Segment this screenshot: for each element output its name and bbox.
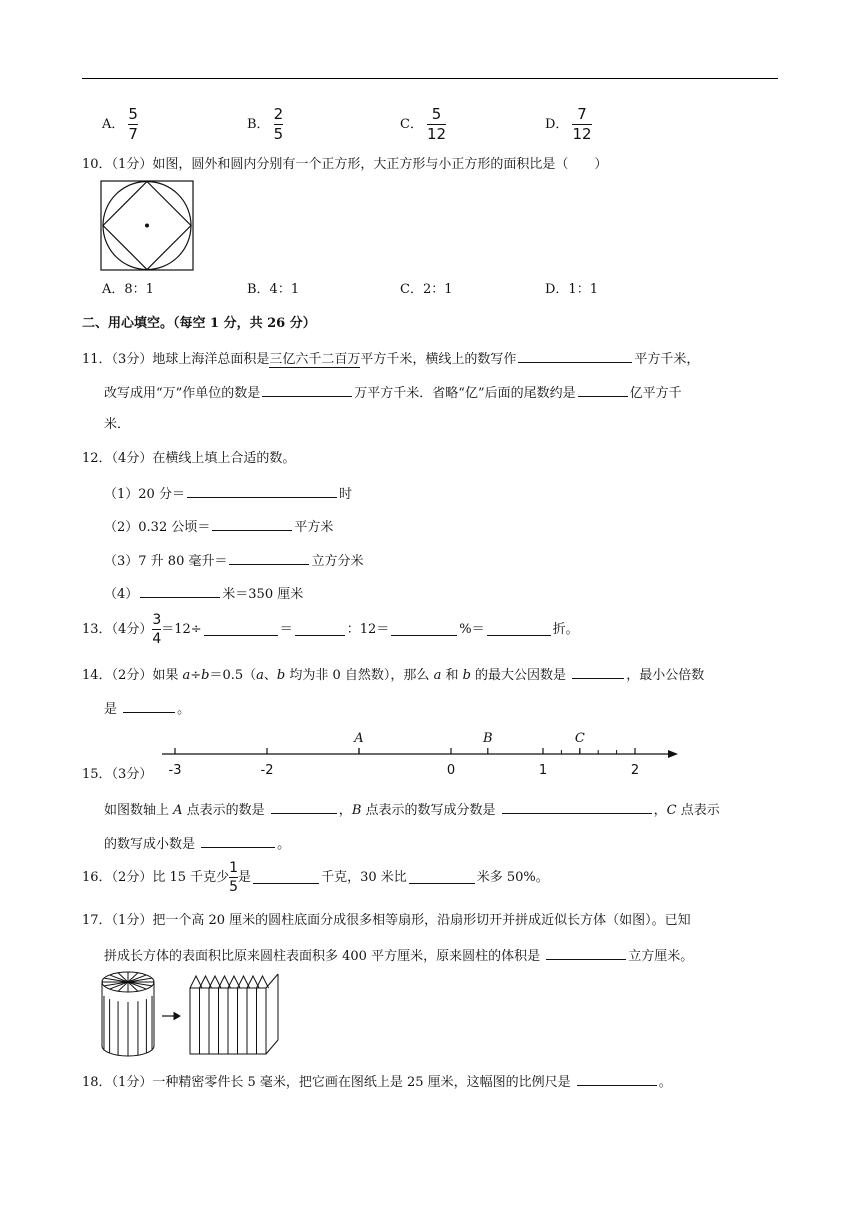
q13 [82,612,579,646]
q12-item-2 [104,518,333,534]
q11-blank-3[interactable] [578,384,628,397]
q11-end: 平方千米， [634,352,700,367]
numerator: 7 [577,104,587,123]
q9-option-letter: C． [400,116,423,132]
q14-var-a: a [182,668,191,683]
q14-var-a3: a [433,668,442,683]
q11-l2-prefix: 改写成用“万”作单位的数是 [104,386,261,401]
tick-label-1: -2 [260,763,274,778]
q13-blank-3[interactable] [391,623,457,636]
q14-d: 的最大公因数是 [470,668,571,683]
q15-var-b: B [351,803,362,818]
denominator: 7 [128,124,138,143]
q9-option-fraction [572,104,592,143]
q17-line2 [104,947,693,963]
q10-option-b[interactable]: B．4：1 [247,282,300,297]
q16-prefix: 16．（2分）比 15 千克少 [82,869,230,885]
q11-mid: 平方千米，横线上的数写作 [360,352,517,367]
q14-l2-b: 。 [177,702,191,717]
q12-item-2-pre: （2）0.32 公顷＝ [104,520,211,535]
q14-and: 和 [441,668,463,683]
q12-item-4-pre: （4） [104,587,139,602]
q14-div: ÷ [190,668,202,683]
q12-item-3-post: 立方分米 [311,554,364,569]
tick-label-2: 0 [446,763,456,778]
q14-blank-1[interactable] [572,666,624,679]
q15-blank-3[interactable] [201,835,275,848]
q15-var-a: A [173,803,183,818]
q11-line2 [104,384,682,400]
q14-e: ，最小公倍数 [626,668,705,683]
q9-option-letter: A． [102,116,125,132]
q16-p2: 米多 50%。 [476,869,549,885]
q14-var-a2: a [256,668,264,683]
q13-p1: ＝12÷ [161,621,202,637]
q11-line3: 米． [104,417,131,432]
center-dot [145,224,149,228]
q11-l2-mid: 万平方千米．省略“亿”后面的尾数约是 [354,386,576,401]
tick-label-3: 1 [538,763,548,778]
q15-l2-a: 的数写成小数是 [104,837,200,852]
q11-l2-end: 亿平方千 [629,386,682,401]
q16-blank-1[interactable] [253,871,319,884]
q14-var-b3: b [462,668,471,683]
q15-line1 [104,801,720,817]
q11-prefix: 11．（3分）地球上海洋总面积是 [82,352,270,367]
axis-arrow [668,750,678,758]
tick-label-4: 2 [630,763,640,778]
q12-item-4-post: 米＝350 厘米 [222,587,304,602]
q14-var-b: b [201,668,210,683]
denominator: 12 [426,124,447,143]
q9-option-a[interactable] [102,104,138,144]
q16-den: 5 [229,878,239,895]
q12-item-1-pre: （1）20 分＝ [104,487,185,502]
q11-blank-2[interactable] [262,384,352,397]
q9-option-fraction [426,104,447,143]
q18-post: 。 [658,1075,672,1090]
q16-mid: 是 [238,869,252,885]
q16-p1: 千克，30 米比 [321,869,407,885]
q14-blank-2[interactable] [123,700,175,713]
q17-l2-a: 拼成长方体的表面积比原来圆柱表面积多 400 平方厘米，原来圆柱的体积是 [104,949,545,964]
q15-b: 点表示的数是 [182,803,269,818]
q13-blank-4[interactable] [487,623,551,636]
q15-blank-2[interactable] [502,801,652,814]
point-label-C: C [574,731,585,746]
q11-blank-1[interactable] [518,350,632,363]
circle-square-figure [100,180,195,272]
q15-f: 点表示 [676,803,720,818]
q9-option-b[interactable] [247,104,283,144]
q10-option-d[interactable]: D．1：1 [545,282,598,297]
q14-sep: 、 [263,668,277,683]
point-label-B: B [483,731,493,746]
q17-l2-b: 立方厘米。 [628,949,694,964]
q15-a: 如图数轴上 [104,803,174,818]
number-line [150,728,690,784]
q11-line1 [82,350,699,366]
q10-option-a[interactable]: A．8：1 [102,282,154,297]
numerator: 5 [431,104,442,123]
arrow [162,1013,180,1020]
q13-fraction [152,613,161,646]
q12-blank-3[interactable] [229,552,309,565]
q18-blank[interactable] [577,1073,657,1086]
q15-e: ， [653,803,667,818]
q14-l2-a: 是 [104,702,122,717]
q13-p2: ＝ [279,621,293,637]
q17-line1: 17．（1分）把一个高 20 厘米的圆柱底面分成很多相等扇形，沿扇形切开并拼成近似长方体（如图）。已知 [82,913,691,928]
q9-option-c[interactable] [400,104,446,144]
q13-den: 4 [152,630,162,647]
cylinder-to-cuboid-figure [100,970,285,1058]
q13-p5: 折。 [552,621,579,637]
q15-c: ， [338,803,352,818]
denominator: 12 [572,124,592,143]
q17-blank-1[interactable] [546,947,626,960]
q13-p4: %＝ [459,621,485,637]
cylinder [102,972,154,1056]
q16-num: 1 [229,859,239,876]
q15-d: 点表示的数写成分数是 [361,803,500,818]
q9-option-letter: D． [545,116,569,132]
q16-blank-2[interactable] [409,871,475,884]
q12-item-4 [104,585,303,601]
tick-label-0: -3 [168,763,182,778]
q9-option-fraction [128,104,138,143]
denominator: 5 [273,124,284,143]
q10-option-c[interactable]: C．2：1 [400,282,453,297]
q13-blank-2[interactable] [295,623,345,636]
q9-option-fraction [273,104,284,143]
q14-line2 [104,700,190,716]
q11-underlined-number: 三亿六千二百万 [269,352,361,367]
q10-stem: 10．（1分）如图，圆外和圆内分别有一个正方形，大正方形与小正方形的面积比是（ ） [82,157,608,172]
numerator: 2 [273,104,284,123]
q15-l2-b: 。 [277,837,291,852]
q15-blank-1[interactable] [271,801,337,814]
q12-item-3-pre: （3）7 升 80 毫升＝ [104,554,228,569]
q12-blank-2[interactable] [212,518,292,531]
q12-blank-1[interactable] [187,485,337,498]
q13-num: 3 [152,611,162,628]
q15-line2 [104,835,290,851]
q13-p3: ：12＝ [346,621,390,637]
header-rule [82,78,778,79]
q13-blank-1[interactable] [204,623,278,636]
q13-prefix: 13．（4分） [82,621,153,637]
cuboid [190,974,278,1054]
section-2-title: 二、用心填空。（每空 1 分，共 26 分） [82,316,316,331]
q12-item-1-post: 时 [338,487,352,502]
q18 [82,1073,672,1089]
q9-option-d[interactable] [545,104,592,144]
q14-line1 [82,666,704,682]
q12-item-2-post: 平方米 [294,520,334,535]
point-label-A: A [354,731,364,746]
q15-var-c: C [666,803,677,818]
q16 [82,860,549,894]
q12-item-3 [104,552,364,568]
q14-var-b2: b [276,668,286,683]
q15-label: 15．（3分） [82,767,153,782]
q14-a: 14．（2分）如果 [82,668,183,683]
q14-b: ＝0.5（ [209,668,257,683]
q12-stem: 12．（4分）在横线上填上合适的数。 [82,451,296,466]
q16-fraction [229,861,238,894]
q9-option-letter: B． [247,116,270,132]
q18-pre: 18．（1分）一种精密零件长 5 毫米，把它画在图纸上是 25 厘米，这幅图的比例尺是 [82,1075,575,1090]
numerator: 5 [128,104,138,123]
q12-item-1 [104,485,352,501]
q14-c: 均为非 0 自然数），那么 [285,668,434,683]
q12-blank-4[interactable] [140,585,220,598]
